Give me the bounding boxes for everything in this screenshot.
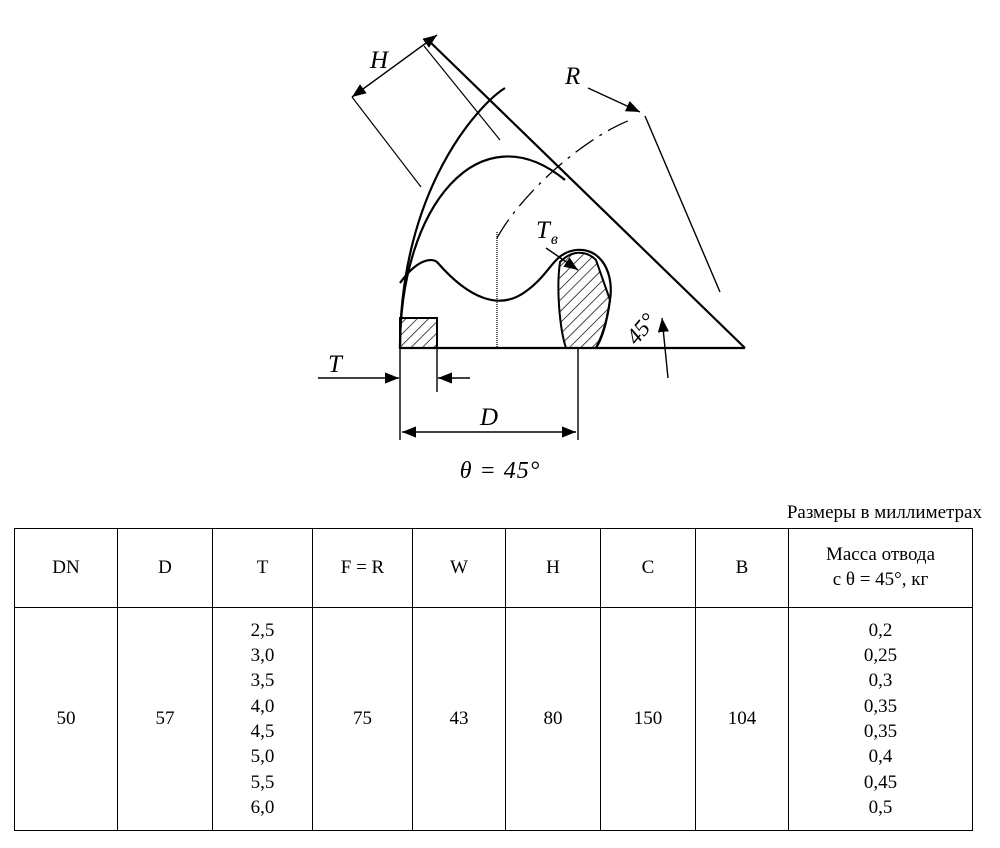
cell-f-r: 75 [313, 608, 413, 831]
cell-w: 43 [413, 608, 506, 831]
header-w: W [413, 529, 506, 608]
cell-mass-value: 0,5 [868, 796, 893, 818]
cell-h: 80 [506, 608, 601, 831]
dimension-R [588, 88, 640, 112]
table-header-row [15, 529, 973, 608]
header-d: D [118, 529, 213, 608]
label-R: R [565, 63, 581, 90]
dimension-R-extension [640, 60, 745, 348]
cell-mass-value: 0,4 [868, 746, 893, 768]
header-c: C [601, 529, 696, 608]
cell-t-value: 6,0 [250, 796, 275, 818]
cell-c: 150 [601, 608, 696, 831]
cell-t-value: 3,5 [250, 670, 275, 692]
section-hatching-right [558, 253, 610, 348]
label-angle-45: 45° [621, 308, 662, 350]
cell-mass-value: 0,2 [868, 619, 893, 641]
header-h: H [506, 529, 601, 608]
cell-t-value: 2,5 [250, 619, 275, 641]
header-dn: DN [15, 529, 118, 608]
header-t: T [213, 529, 313, 608]
table-row [15, 608, 973, 831]
cell-mass-value: 0,3 [868, 670, 893, 692]
theta-caption: θ = 45° [459, 458, 541, 484]
cell-mass-value: 0,35 [863, 695, 898, 717]
cell-t-value: 5,0 [250, 746, 275, 768]
header-mass-line2: с θ = 45°, кг [832, 569, 929, 590]
dimension-long-slant [612, 98, 745, 348]
header-b: B [696, 529, 789, 608]
label-D: D [480, 404, 499, 431]
section-hatching-left [400, 318, 437, 348]
header-mass-line1: Масса отвода [825, 544, 936, 566]
cell-t-list [213, 608, 313, 831]
header-f-r: F = R [313, 529, 413, 608]
dimension-R-arc [658, 80, 745, 348]
header-mass [789, 529, 973, 608]
cell-t-value: 4,0 [250, 695, 275, 717]
cell-mass-value: 0,25 [863, 645, 898, 667]
cell-d: 57 [118, 608, 213, 831]
label-Tb: $T_в$ [536, 217, 558, 248]
label-T: T [328, 351, 342, 378]
dimensions-table [14, 528, 973, 831]
label-H: H [370, 47, 389, 74]
cell-t-value: 4,5 [250, 721, 275, 742]
cell-b: 104 [696, 608, 789, 831]
cell-t-value: 3,0 [250, 645, 275, 667]
cell-mass-list [789, 608, 973, 831]
cell-mass-value: 0,45 [863, 771, 898, 793]
units-note: Размеры в миллиметрах [786, 502, 982, 523]
cell-mass-value: 0,35 [863, 721, 898, 742]
cell-dn: 50 [15, 608, 118, 831]
cell-t-value: 5,5 [250, 771, 275, 793]
